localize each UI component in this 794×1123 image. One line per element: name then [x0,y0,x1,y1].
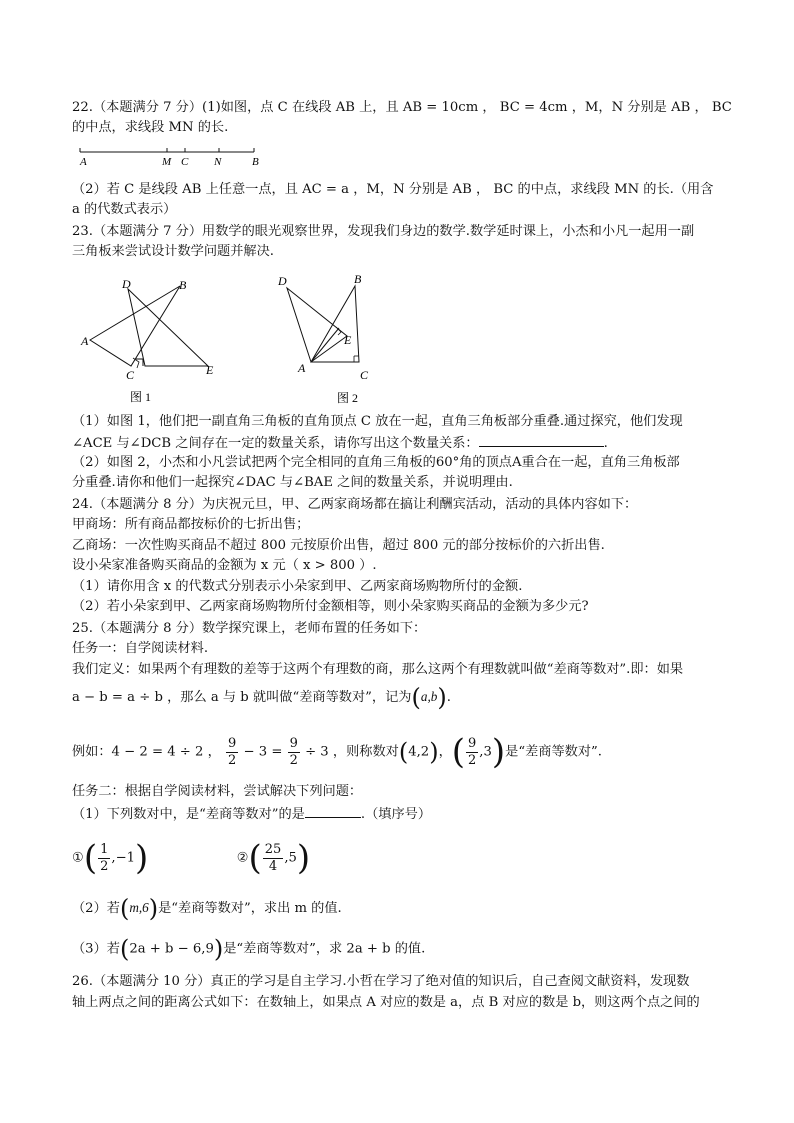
fig2-label-a: A [298,361,306,375]
q25-definition-text: a − b = a ÷ b ，那么 a 与 b 就叫做“差商等数对”，记为 [72,690,412,705]
example-suffix: 是“差商等数对”. [505,744,602,760]
q26-line1: 26.（本题满分 10 分）真正的学习是自主学习.小哲在学习了绝对值的知识后，自己查阅文献资料，发现数 [72,974,690,989]
fig1-label-e: E [206,363,214,377]
option-2-mark: ② [236,850,249,866]
example-pair2-tail: ,3 [479,744,492,760]
example-comma: ， [438,744,452,760]
example-mid2: ÷ 3 ，则称数对 [305,744,399,760]
pair-ab: a,b [420,689,438,704]
q23-p2-line1: （2）如图 2，小杰和小凡尝试把两个完全相同的直角三角板的60°角的顶点A重合在一起，直角三角板部 [72,455,680,470]
segment-figure [72,140,272,172]
q25-line2: 任务一：自学阅读材料. [72,641,209,656]
q25-line3: 我们定义：如果两个有理数的差等于这两个有理数的商，那么这两个有理数就叫做“差商等数对”.即：如果 [72,662,684,677]
q25-task2: 任务二：根据自学阅读材料，尝试解决下列问题： [72,784,363,799]
frac-den: 2 [228,752,237,768]
q23-p1-line2: ∠ACE 与∠DCB 之间存在一定的数量关系，请你写出这个数量关系： . [72,432,722,454]
fig1-label-a: A [81,334,89,348]
fig2-label-c: C [360,368,369,382]
frac-num: 9 [228,735,237,751]
example-prefix: 例如：4 − 2 = 4 ÷ 2 ， [72,744,221,760]
q25-p3-prefix: （3）若 [72,941,120,957]
q22-part2-line1: （2）若 C 是线段 AB 上任意一点，且 AC = a ，M，N 分别是 AB ， BC 的中点，求线段 MN 的长.（用含 [72,182,714,197]
option-1-tail: ,−1 [111,850,136,866]
example-mid1: − 3 = [243,744,283,760]
q22-part2-line2: a 的代数式表示） [72,202,177,217]
segment-label-m: M [162,156,172,168]
segment-label-b: B [252,156,259,168]
option-2-fraction [263,842,284,875]
q26-line2: 轴上两点之间的距离公式如下：在数轴上，如果点 A 对应的数是 a，点 B 对应的数是 b，则这两个点之间的 [72,995,700,1010]
q25-line1: 25.（本题满分 8 分）数学探究课上，老师布置的任务如下： [72,621,427,636]
q24-line1: 24.（本题满分 8 分）为庆祝元旦，甲、乙两家商场都在搞让利酬宾活动，活动的具体内容如下： [72,497,638,512]
q25-p3-suffix: 是“差商等数对”，求 2a + b 的值. [223,941,426,957]
frac-num: 1 [100,841,109,857]
frac-den: 2 [289,752,298,768]
fig1-label-c: C [126,368,135,382]
pair-2a-b: 2a + b − 6,9 [129,941,214,957]
frac-den: 2 [100,858,109,874]
q25-options: ①( $\frac{1}{2}$ ,−1) ②( $\frac{25}{4}$ ,5) [72,838,311,878]
q25-p2: （2）若(m,6)是“差商等数对”，求出 m 的值. [72,894,342,923]
segment-label-n: N [214,156,222,168]
q23-line1: 23.（本题满分 7 分）用数学的眼光观察世界，发现我们身边的数学.数学延时课上，小杰和小凡一起用一副 [72,224,695,239]
frac-num: 9 [289,735,298,751]
segment-label-c: C [181,156,189,168]
q25-line4: a − b = a ÷ b ，那么 a 与 b 就叫做“差商等数对”，记为(a,b). [72,683,451,712]
q23-p2-line2: 分重叠.请你和他们一起探究∠DAC 与∠BAE 之间的数量关系，并说明理由. [72,475,513,490]
q25-example-line: 例如：4 − 2 = 4 ÷ 2 ， $\frac{9}{2}$ − 3 = $\frac{9}{2}$ ÷ 3 ，则称数对(4,2)，( $\frac{9}{2}$ ,3)是“差商等数对”. [72,732,602,772]
segment-label-a: A [80,156,87,168]
q24-line3: 乙商场：一次性购买商品不超过 800 元按原价出售，超过 800 元的部分按标价的六折出售. [72,538,605,553]
q24-line2: 甲商场：所有商品都按标价的七折出售； [72,517,310,532]
answer-blank-options[interactable] [305,803,361,818]
fig2-label-e: E [344,333,352,347]
option-2-tail: ,5 [284,850,297,866]
q23-p1-line1: （1）如图 1，他们把一副直角三角板的直角顶点 C 放在一起，直角三角板部分重叠.通过探究，他们发现 [72,414,683,429]
frac-den: 4 [268,858,278,874]
example-pair-4-2: 4,2 [408,744,430,760]
fig1-label-b: B [179,278,187,292]
fig2-label-b: B [354,272,362,286]
q24-line6: （2）若小朵家到甲、乙两家商场购物所付金额相等，则小朵家购买商品的金额为多少元? [72,599,589,614]
q23-line2: 三角板来尝试设计数学问题并解决. [72,244,275,259]
frac-num: 9 [468,735,477,751]
pair-m-6: m,6 [129,900,149,915]
q25-p1-text: （1）下列数对中，是“差商等数对”的是 [72,807,305,822]
fraction-nine-halves-1 [226,736,238,769]
frac-num: 25 [264,841,282,857]
q25-p2-prefix: （2）若 [72,901,120,916]
q22-line2: 的中点，求线段 MN 的长. [72,120,229,135]
figure-1-triangles [72,272,232,412]
q25-p2-suffix: 是“差商等数对”，求出 m 的值. [158,901,342,916]
answer-blank-relation[interactable] [479,432,604,447]
fig2-label-d: D [278,274,287,288]
q24-line4: 设小朵家准备购买商品的金额为 x 元（ x > 800 ）. [72,558,377,573]
fraction-nine-halves-3 [466,736,478,769]
frac-den: 2 [468,752,477,768]
fig1-caption: 图 1 [130,390,152,404]
option-1-fraction [98,842,110,875]
q25-p1 [72,803,722,825]
fig2-caption: 图 2 [337,391,359,405]
q25-p1-tail: .（填序号） [360,807,432,822]
option-1-mark: ① [72,850,84,866]
q22-line1: 22.（本题满分 7 分）(1)如图，点 C 在线段 AB 上，且 AB = 10cm ， BC = 4cm ，M，N 分别是 AB ， BC [72,100,732,115]
q23-p1-line2-text: ∠ACE 与∠DCB 之间存在一定的数量关系，请你写出这个数量关系： [72,436,479,451]
q24-line5: （1）请你用含 x 的代数式分别表示小朵家到甲、乙两家商场购物所付的金额. [72,579,523,594]
q25-p3: （3）若(2a + b − 6,9)是“差商等数对”，求 2a + b 的值. [72,935,426,963]
fraction-nine-halves-2 [288,736,300,769]
figure-2-triangles [275,268,405,412]
fig1-label-d: D [122,277,131,291]
